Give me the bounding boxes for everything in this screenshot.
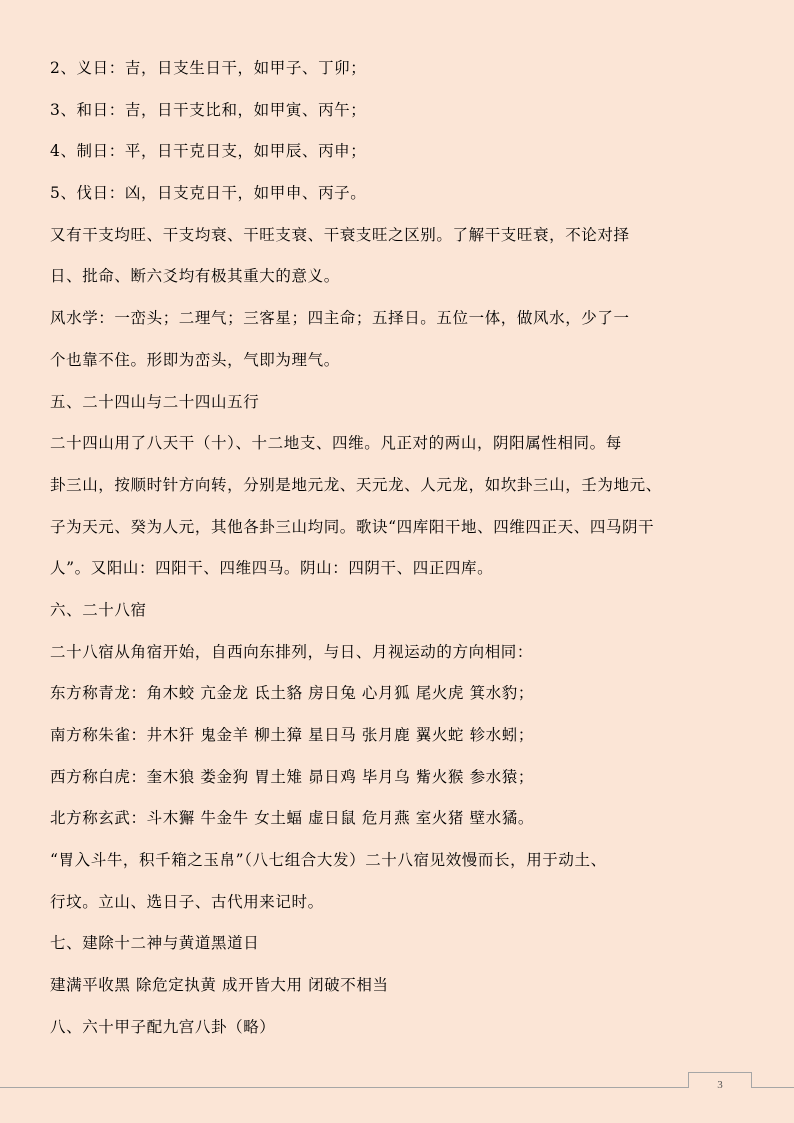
text-line: 卦三山，按顺时针方向转，分别是地元龙、天元龙、人元龙，如坎卦三山，壬为地元、 <box>50 475 662 494</box>
text-line: 4、制日：平，日干克日支，如甲辰、丙申； <box>50 142 367 161</box>
text-line: 二十八宿从角宿开始，自西向东排列，与日、月视运动的方向相同： <box>50 642 534 661</box>
page-number: 3 <box>717 1079 723 1091</box>
text-line: 又有干支均旺、干支均衰、干旺支衰、干衰支旺之区别。了解干支旺衰，不论对择 <box>50 225 630 244</box>
text-line: 5、伐日：凶，日支克日干，如甲申、丙子。 <box>50 184 367 203</box>
text-line: 建满平收黑 除危定执黄 成开皆大用 闭破不相当 <box>50 976 389 995</box>
section-heading: 八、六十甲子配九宫八卦（略） <box>50 1017 276 1036</box>
text-line: 行坟。立山、选日子、古代用来记时。 <box>50 892 324 911</box>
text-line: 人”。又阳山：四阳干、四维四马。阴山：四阴干、四正四库。 <box>50 559 494 578</box>
text-line: 东方称青龙：角木蛟 亢金龙 氐土貉 房日兔 心月狐 尾火虎 箕水豹； <box>50 684 534 703</box>
text-line: 风水学：一峦头；二理气；三客星；四主命；五择日。五位一体，做风水，少了一 <box>50 309 630 328</box>
text-line: 二十四山用了八天干（十）、十二地支、四维。凡正对的两山，阴阳属性相同。每 <box>50 434 622 453</box>
section-heading: 六、二十八宿 <box>50 600 147 619</box>
text-line: 3、和日：吉，日干支比和，如甲寅、丙午； <box>50 100 367 119</box>
text-line: 南方称朱雀：井木犴 鬼金羊 柳土獐 星日马 张月鹿 翼火蛇 轸水蚓； <box>50 726 534 744</box>
text-line: 子为天元、癸为人元，其他各卦三山均同。歌诀“四库阳干地、四维四正天、四马阴干 <box>50 517 655 536</box>
text-line: “胃入斗牛，积千箱之玉帛”（八七组合大发）二十八宿见效慢而长，用于动土、 <box>50 851 607 870</box>
section-heading: 五、二十四山与二十四山五行 <box>50 392 260 411</box>
text-line: 2、义日：吉，日支生日干，如甲子、丁卯； <box>50 59 367 77</box>
text-line: 个也靠不住。形即为峦头，气即为理气。 <box>50 350 340 369</box>
body-text <box>50 57 750 1058</box>
text-line: 西方称白虎：奎木狼 娄金狗 胃土雉 昴日鸡 毕月乌 觜火猴 参水猿； <box>50 767 534 786</box>
text-line: 北方称玄武：斗木獬 牛金牛 女土蝠 虚日鼠 危月燕 室火猪 壁水獝。 <box>50 809 534 828</box>
section-heading: 七、建除十二神与黄道黑道日 <box>50 934 260 953</box>
page-number-box <box>688 1072 752 1091</box>
footer-rule <box>0 1087 794 1088</box>
text-line: 日、批命、断六爻均有极其重大的意义。 <box>50 267 340 286</box>
